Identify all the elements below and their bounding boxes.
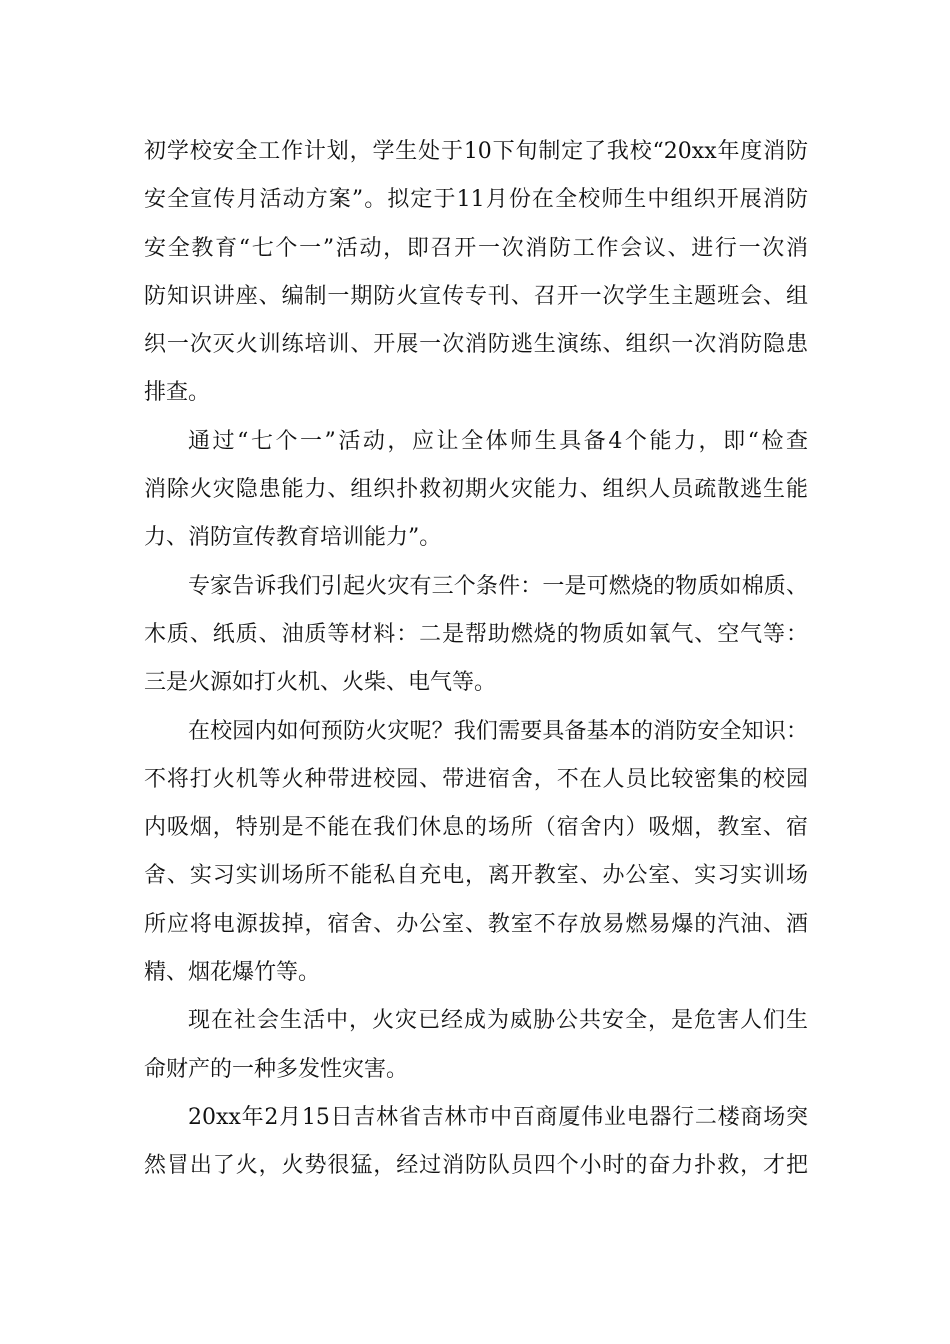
- text-line: 消除火灾隐患能力、组织扑救初期火灾能力、组织人员疏散逃生能: [144, 477, 808, 503]
- text-line: 现在社会生活中，火灾已经成为威胁公共安全，是危害人们生: [188, 1008, 808, 1034]
- text-line: 三是火源如打火机、火柴、电气等。: [144, 670, 497, 696]
- paragraph-4: [144, 708, 808, 998]
- paragraph-5: [144, 997, 808, 1094]
- paragraph-2: [144, 418, 808, 563]
- text-line: 木质、纸质、油质等材料：二是帮助燃烧的物质如氧气、空气等：: [144, 621, 808, 647]
- text-line: 内吸烟，特别是不能在我们休息的场所（宿舍内）吸烟，教室、宿: [144, 815, 808, 841]
- text-line: 专家告诉我们引起火灾有三个条件：一是可燃烧的物质如棉质、: [188, 573, 808, 599]
- text-line: 命财产的一种多发性灾害。: [144, 1056, 409, 1082]
- document-body: [144, 128, 808, 1191]
- text-line: 精、烟花爆竹等。: [144, 960, 321, 986]
- text-line: 在校园内如何预防火灾呢？我们需要具备基本的消防安全知识：: [188, 718, 808, 744]
- text-line: 安全宣传月活动方案”。拟定于11月份在全校师生中组织开展消防: [144, 187, 808, 213]
- text-line: 初学校安全工作计划，学生处于10下旬制定了我校“20xx年度消防: [144, 139, 808, 164]
- paragraph-6: [144, 1094, 808, 1191]
- text-line: 然冒出了火，火势很猛，经过消防队员四个小时的奋力扑救，才把: [144, 1153, 808, 1179]
- paragraph-3: [144, 563, 808, 708]
- text-line: 不将打火机等火种带进校园、带进宿舍，不在人员比较密集的校园: [144, 766, 808, 792]
- text-line: 力、消防宣传教育培训能力”。: [144, 525, 442, 551]
- text-line: 防知识讲座、编制一期防火宣传专刊、召开一次学生主题班会、组: [144, 283, 808, 309]
- text-line: 排查。: [144, 380, 211, 406]
- text-line: 安全教育“七个一”活动，即召开一次消防工作会议、进行一次消: [144, 235, 808, 261]
- text-line: 舍、实习实训场所不能私自充电，离开教室、办公室、实习实训场: [144, 863, 808, 889]
- text-line: 所应将电源拔掉，宿舍、办公室、教室不存放易燃易爆的汽油、酒: [144, 911, 808, 937]
- paragraph-1: [144, 128, 808, 418]
- text-line: 通过“七个一”活动，应让全体师生具备4个能力，即“检查: [188, 428, 808, 454]
- text-line: 织一次灭火训练培训、开展一次消防逃生演练、组织一次消防隐患: [144, 332, 808, 358]
- text-line: 20xx年2月15日吉林省吉林市中百商厦伟业电器行二楼商场突: [188, 1104, 808, 1130]
